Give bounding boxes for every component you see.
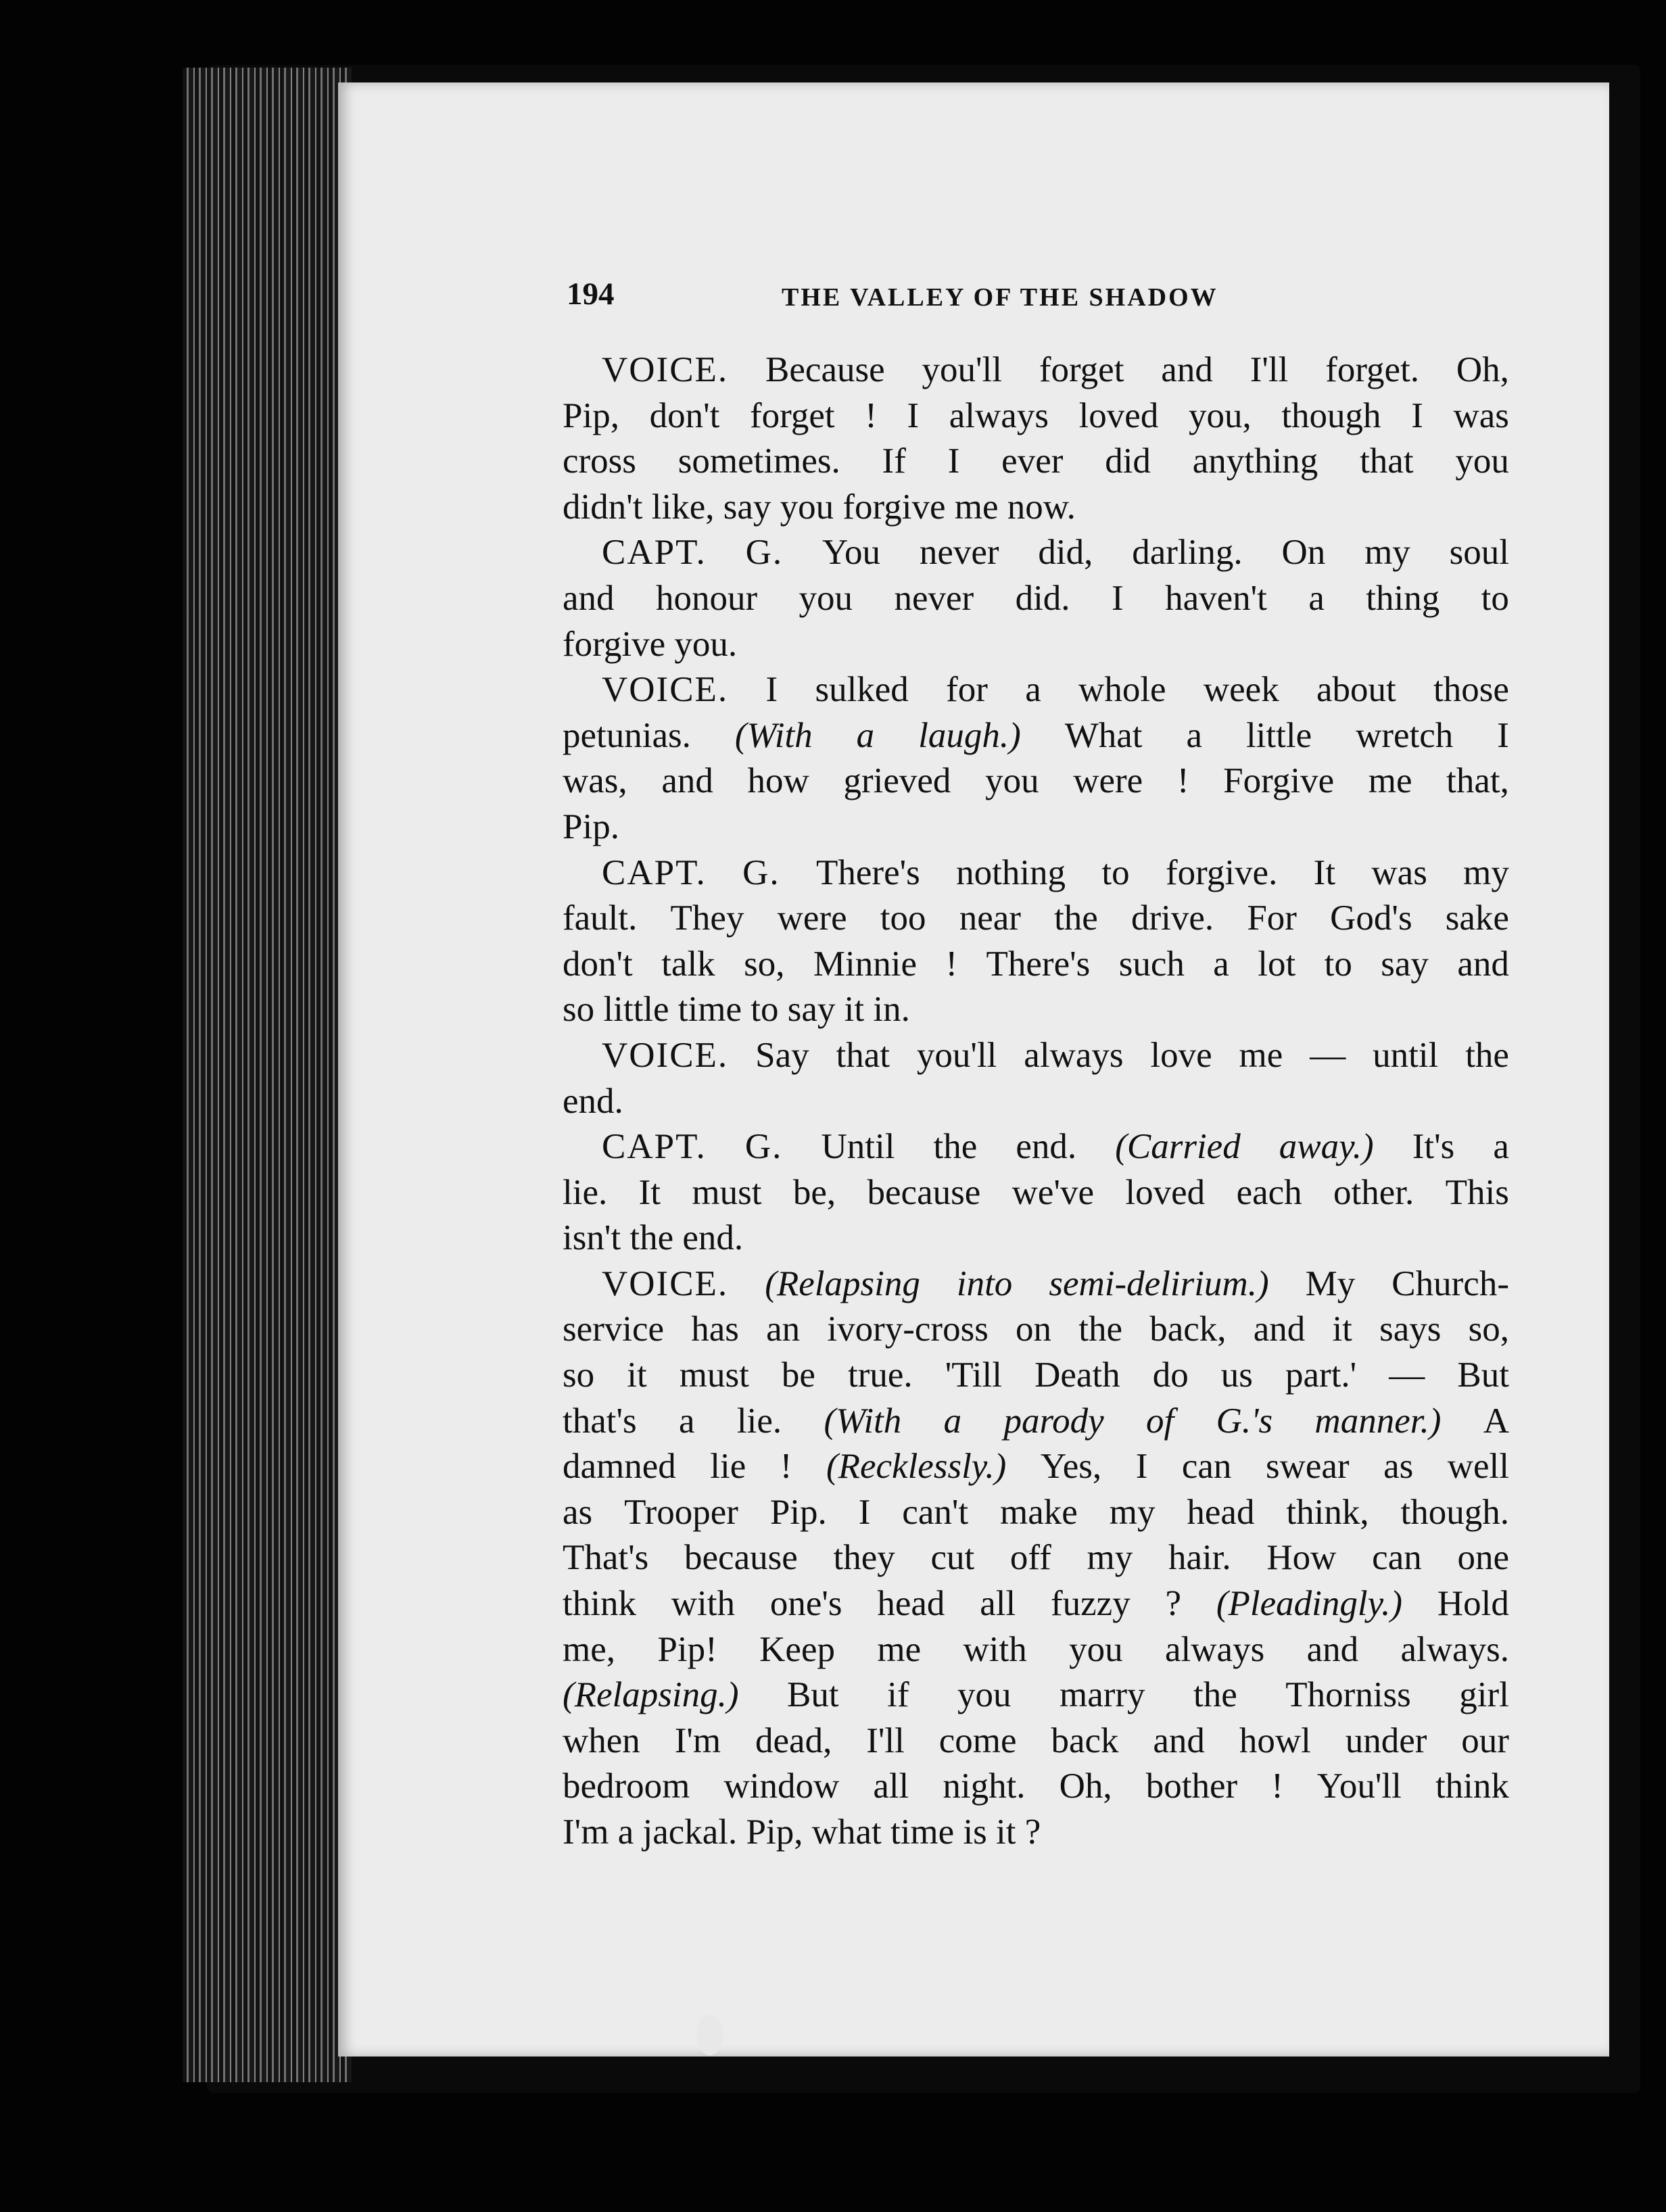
text-line: VOICE. I sulked for a whole week about those (602, 670, 1509, 710)
text-line: Pip. (563, 807, 619, 846)
text-line: as Trooper Pip. I can't make my head think, though. (563, 1492, 1509, 1532)
text-line: bedroom window all night. Oh, bother ! You'll think (563, 1766, 1509, 1806)
text-line: so little time to say it in. (563, 990, 910, 1030)
stacked-page-edges (183, 68, 352, 2082)
text-line: cross sometimes. If I ever did anything that you (563, 441, 1509, 481)
text-line: CAPT. G. Until the end. (Carried away.) It's a (602, 1127, 1509, 1167)
text-line: that's a lie. (With a parody of G.'s manner.) A (563, 1401, 1509, 1441)
text-line: I'm a jackal. Pip, what time is it ? (563, 1812, 1041, 1852)
page-header (567, 276, 1324, 326)
running-head: THE VALLEY OF THE SHADOW (782, 283, 1218, 312)
text-line: That's because they cut off my hair. How can one (563, 1538, 1509, 1578)
text-line: and honour you never did. I haven't a thing to (563, 578, 1509, 618)
text-line: damned lie ! (Recklessly.) Yes, I can swear as well (563, 1447, 1509, 1487)
text-line: (Relapsing.) But if you marry the Thorniss girl (563, 1675, 1509, 1715)
text-line: VOICE. Say that you'll always love me — until the (602, 1035, 1509, 1075)
paper-blemish (696, 2015, 723, 2055)
text-line: service has an ivory-cross on the back, and it says so, (563, 1309, 1509, 1349)
text-line: don't talk so, Minnie ! There's such a lot to say and (563, 944, 1509, 984)
text-line: didn't like, say you forgive me now. (563, 487, 1076, 527)
text-line: lie. It must be, because we've loved each other. This (563, 1172, 1509, 1212)
text-line: forgive you. (563, 624, 738, 664)
page-text (563, 347, 1509, 1856)
text-line: so it must be true. 'Till Death do us part.' — But (563, 1355, 1509, 1395)
text-line: CAPT. G. There's nothing to forgive. It was my (602, 852, 1509, 892)
text-line: Pip, don't forget ! I always loved you, though I was (563, 395, 1509, 435)
text-line: CAPT. G. You never did, darling. On my soul (602, 533, 1509, 573)
text-line: petunias. (With a laugh.) What a little wretch I (563, 715, 1509, 755)
text-line: me, Pip! Keep me with you always and always. (563, 1629, 1509, 1669)
text-line: end. (563, 1081, 623, 1121)
text-line: isn't the end. (563, 1218, 744, 1258)
text-line: was, and how grieved you were ! Forgive me that, (563, 761, 1509, 801)
text-line: think with one's head all fuzzy ? (Pleadingly.) Hold (563, 1584, 1509, 1624)
text-line: VOICE. Because you'll forget and I'll forget. Oh, (602, 350, 1509, 389)
text-line: when I'm dead, I'll come back and howl under our (563, 1721, 1509, 1760)
page-number: 194 (567, 276, 615, 312)
text-line: fault. They were too near the drive. For God's sake (563, 898, 1509, 938)
text-line: VOICE. (Relapsing into semi-delirium.) My Church- (602, 1264, 1509, 1303)
